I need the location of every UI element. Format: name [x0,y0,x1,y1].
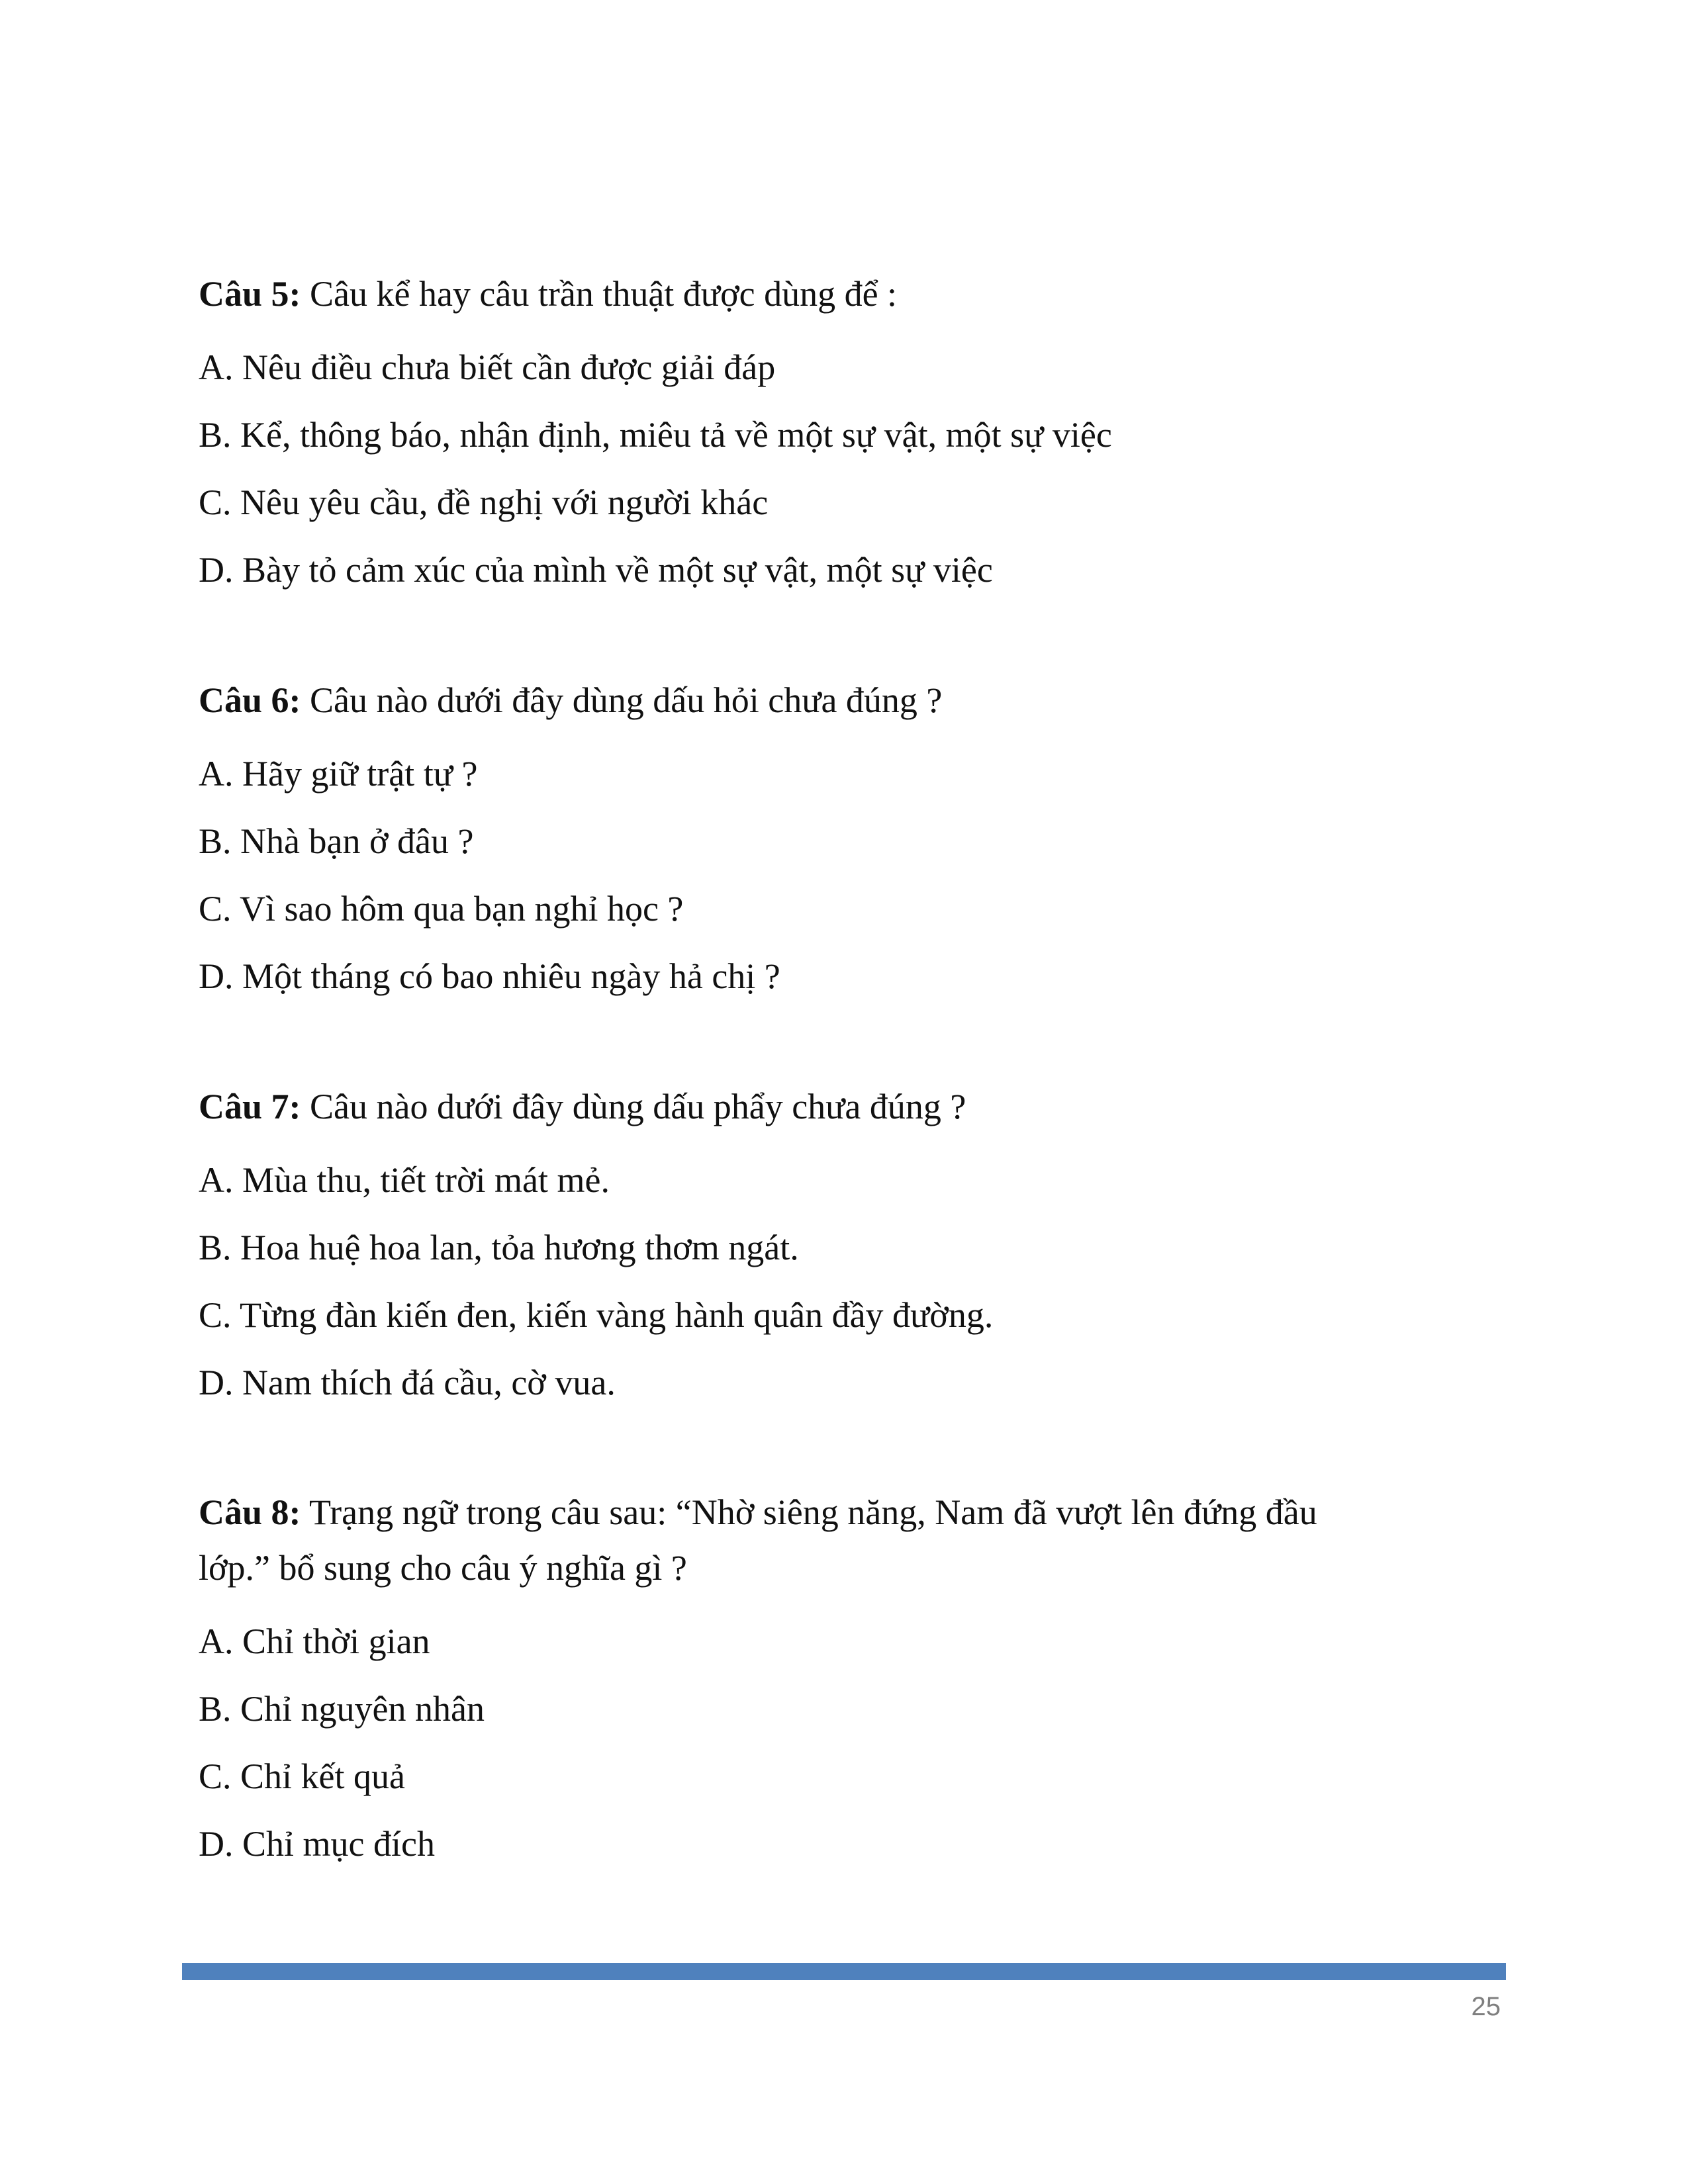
question-text: Câu nào dưới đây dùng dấu phẩy chưa đúng ? [301,1087,966,1126]
question-stem [199,1079,1509,1134]
question-text-line-2: lớp.” bổ sung cho câu ý nghĩa gì ? [199,1548,687,1588]
option-d: D. Nam thích đá cầu, cờ vua. [199,1363,616,1402]
question-7 [199,1079,1509,1416]
option-b: B. Chỉ nguyên nhân [199,1689,485,1729]
question-8 [199,1484,1509,1878]
question-number: Câu 8: [199,1492,301,1532]
option-b: B. Kể, thông báo, nhận định, miêu tả về một sự vật, một sự việc [199,415,1112,455]
question-stem [199,1484,1509,1540]
option-d: D. Chỉ mục đích [199,1824,435,1864]
option-a: A. Mùa thu, tiết trời mát mẻ. [199,1160,610,1200]
option-c: C. Nêu yêu cầu, đề nghị với người khác [199,482,769,522]
footer-rule [182,1963,1506,1980]
question-text: Câu nào dưới đây dùng dấu hỏi chưa đúng ? [301,680,943,720]
option-b: B. Hoa huệ hoa lan, tỏa hương thơm ngát. [199,1228,799,1267]
question-6 [199,672,1509,1010]
question-stem [199,672,1509,728]
option-c: C. Từng đàn kiến đen, kiến vàng hành quân đầy đường. [199,1295,994,1335]
option-d: D. Bày tỏ cảm xúc của mình về một sự vật, một sự việc [199,550,993,590]
option-a: A. Nêu điều chưa biết cần được giải đáp [199,347,776,387]
question-number: Câu 5: [199,274,301,314]
option-c: C. Vì sao hôm qua bạn nghỉ học ? [199,889,684,929]
page-number: 25 [1471,1992,1501,2021]
option-c: C. Chỉ kết quả [199,1756,405,1796]
question-stem [199,266,1509,322]
question-text: Câu kể hay câu trần thuật được dùng để : [301,274,898,314]
question-number: Câu 6: [199,680,301,720]
option-b: B. Nhà bạn ở đâu ? [199,821,474,861]
option-a: A. Hãy giữ trật tự ? [199,754,478,794]
question-text-line-1: Trạng ngữ trong câu sau: “Nhờ siêng năng, Nam đã vượt lên đứng đầu [301,1492,1317,1532]
option-d: D. Một tháng có bao nhiêu ngày hả chị ? [199,956,780,996]
question-5 [199,266,1509,604]
question-number: Câu 7: [199,1087,301,1126]
option-a: A. Chỉ thời gian [199,1621,430,1661]
